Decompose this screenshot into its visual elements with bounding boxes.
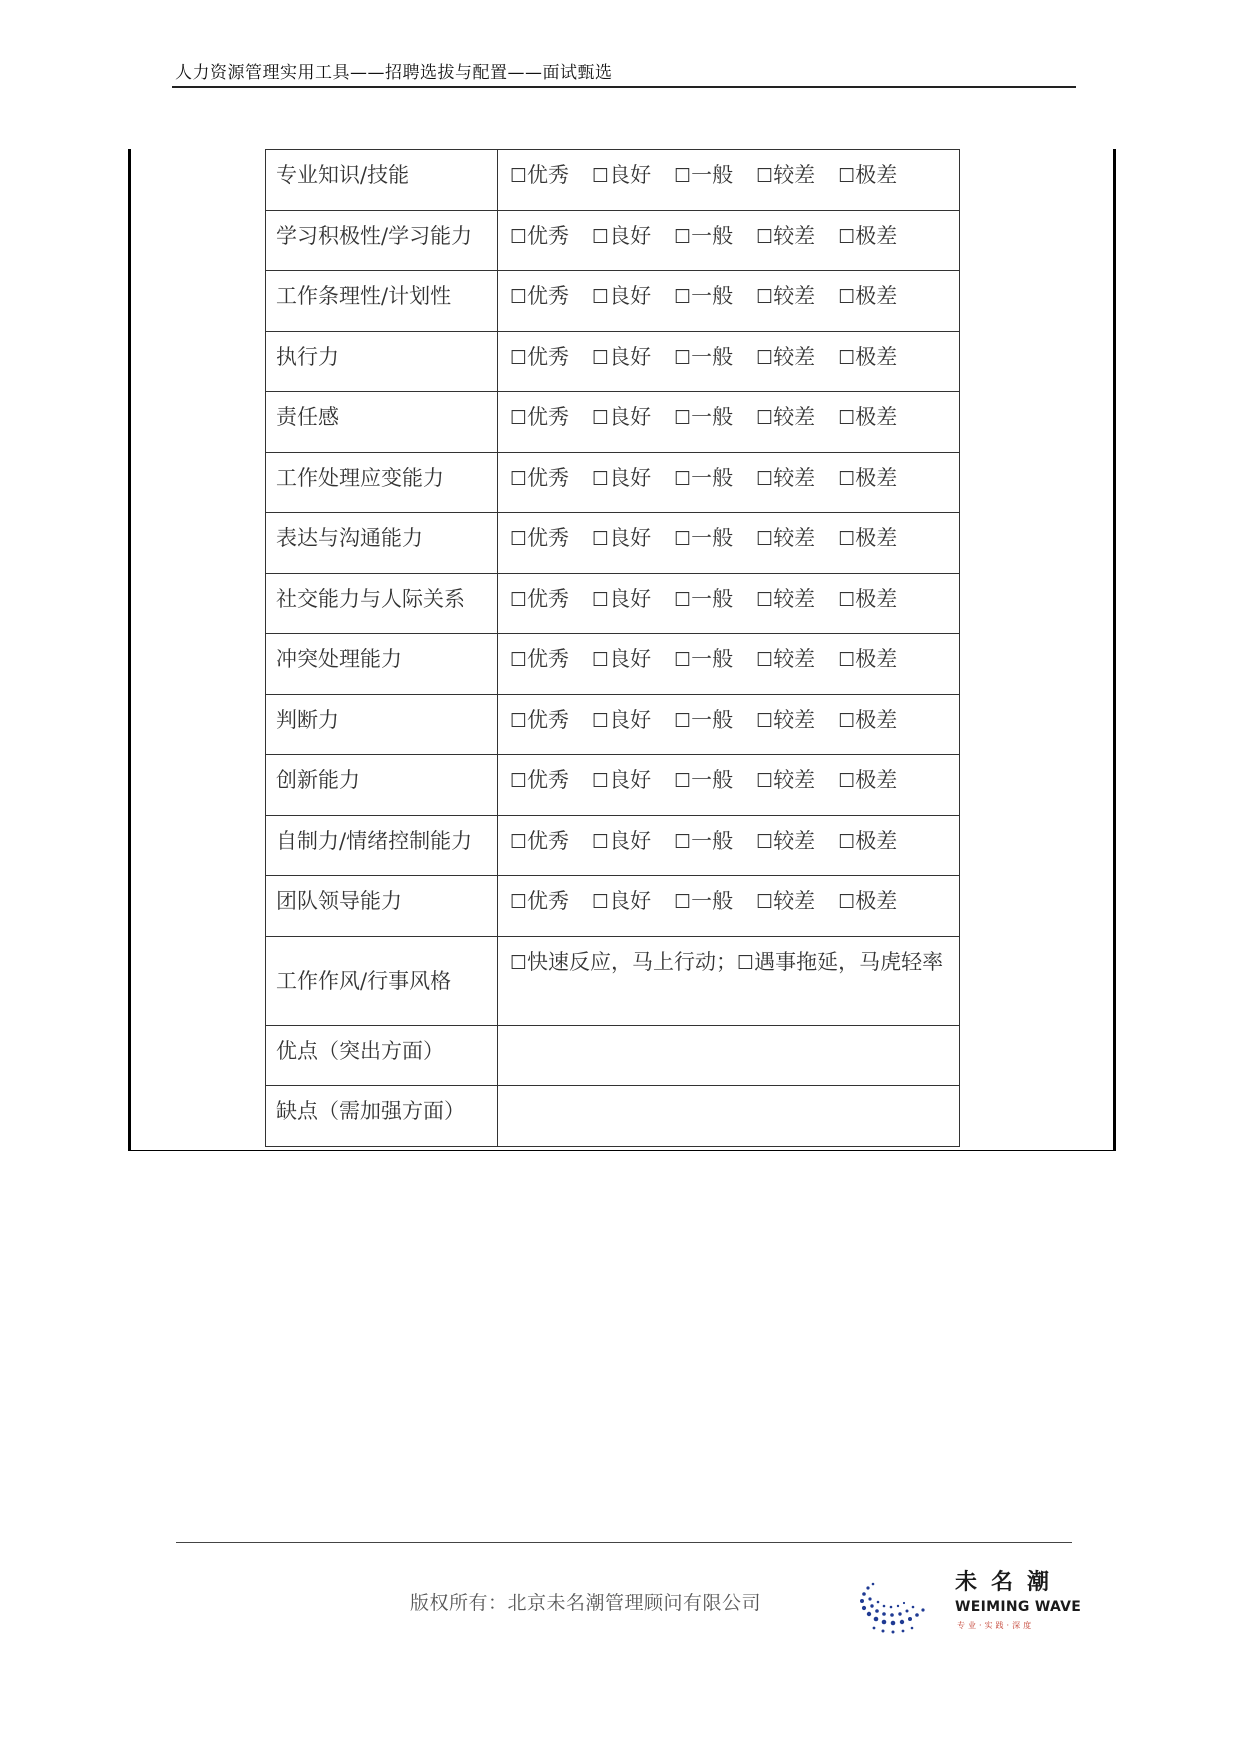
rating-option-label: 极差: [855, 284, 898, 308]
rating-option-good[interactable]: [592, 400, 651, 435]
checkbox-icon[interactable]: ☐: [592, 225, 610, 248]
rating-option-excellent[interactable]: [510, 763, 569, 798]
checkbox-icon[interactable]: ☐: [756, 830, 774, 853]
rating-option-excellent[interactable]: [510, 400, 569, 435]
rating-option-label: 优秀: [527, 223, 570, 248]
rating-option-poor[interactable]: [756, 703, 815, 738]
table-row: [266, 573, 960, 634]
rating-option-label: 极差: [855, 828, 898, 853]
checkbox-icon[interactable]: ☐: [510, 528, 528, 550]
criterion-label: 执行力: [266, 331, 498, 392]
rating-option-average[interactable]: [674, 521, 733, 556]
checkbox-icon[interactable]: ☐: [510, 649, 528, 671]
rating-option-poor[interactable]: [756, 461, 815, 496]
table-row: [266, 634, 960, 695]
checkbox-icon[interactable]: ☐: [756, 649, 774, 671]
checkbox-icon[interactable]: ☐: [510, 346, 528, 369]
rating-option-label: 极差: [855, 707, 898, 732]
rating-option-label: 优秀: [527, 526, 570, 550]
work-style-option-slow[interactable]: [737, 950, 943, 974]
rating-option-excellent[interactable]: [510, 279, 569, 314]
rating-options: [498, 331, 960, 392]
rating-option-label: 较差: [773, 163, 816, 187]
rating-options: [498, 513, 960, 574]
rating-option-poor[interactable]: [756, 582, 815, 617]
checkbox-icon[interactable]: ☐: [838, 225, 856, 248]
rating-option-label: 一般: [691, 586, 734, 611]
rating-option-poor[interactable]: [756, 824, 815, 859]
rating-option-label: 一般: [691, 707, 734, 732]
rating-option-good[interactable]: [592, 703, 651, 738]
rating-options: [498, 634, 960, 695]
criterion-label: 表达与沟通能力: [266, 513, 498, 574]
rating-option-label: 极差: [855, 768, 898, 792]
checkbox-icon[interactable]: ☐: [838, 286, 856, 308]
checkbox-icon[interactable]: ☐: [674, 346, 692, 369]
rating-option-label: 较差: [773, 405, 816, 429]
rating-option-poor[interactable]: [756, 219, 815, 254]
checkbox-icon[interactable]: ☐: [838, 709, 856, 732]
checkbox-icon[interactable]: ☐: [674, 891, 692, 913]
table-row: [266, 150, 960, 211]
work-style-option-fast[interactable]: [510, 950, 737, 974]
rating-option-average[interactable]: [674, 824, 733, 859]
checkbox-icon[interactable]: ☐: [838, 346, 856, 369]
rating-option-label: 优秀: [527, 163, 570, 187]
table-row: [266, 271, 960, 332]
checkbox-icon[interactable]: ☐: [510, 225, 528, 248]
checkbox-icon[interactable]: ☐: [737, 951, 755, 974]
table-row: [266, 210, 960, 271]
evaluation-form-frame: [128, 149, 1116, 1151]
rating-options: [498, 150, 960, 211]
checkbox-icon[interactable]: ☐: [510, 891, 528, 913]
rating-option-very-poor[interactable]: [838, 763, 897, 798]
rating-option-excellent[interactable]: [510, 158, 569, 193]
checkbox-icon[interactable]: ☐: [756, 709, 774, 732]
rating-option-poor[interactable]: [756, 158, 815, 193]
rating-option-label: 较差: [773, 586, 816, 611]
rating-option-average[interactable]: [674, 884, 733, 919]
table-row: [266, 876, 960, 937]
checkbox-icon[interactable]: ☐: [838, 830, 856, 853]
rating-options: [498, 210, 960, 271]
evaluation-table: [265, 149, 960, 1147]
rating-option-very-poor[interactable]: [838, 884, 897, 919]
rating-option-label: 较差: [773, 828, 816, 853]
copyright-text: 版权所有：北京未名潮管理顾问有限公司: [410, 1592, 762, 1614]
rating-option-average[interactable]: [674, 219, 733, 254]
table-row: [266, 694, 960, 755]
rating-option-good[interactable]: [592, 884, 651, 919]
checkbox-icon[interactable]: ☐: [838, 588, 856, 611]
checkbox-icon[interactable]: ☐: [674, 528, 692, 550]
rating-option-very-poor[interactable]: [838, 642, 897, 677]
rating-option-average[interactable]: [674, 703, 733, 738]
rating-options: [498, 392, 960, 453]
rating-option-label: 优秀: [527, 889, 570, 913]
checkbox-icon[interactable]: ☐: [592, 830, 610, 853]
criterion-label: 专业知识/技能: [266, 150, 498, 211]
rating-option-label: 良好: [609, 284, 652, 308]
checkbox-icon[interactable]: ☐: [510, 286, 528, 308]
rating-option-label: 极差: [855, 647, 898, 671]
rating-option-average[interactable]: [674, 400, 733, 435]
criterion-label: 团队领导能力: [266, 876, 498, 937]
rating-option-label: 优秀: [527, 647, 570, 671]
rating-option-poor[interactable]: [756, 642, 815, 677]
rating-option-excellent[interactable]: [510, 824, 569, 859]
rating-option-good[interactable]: [592, 279, 651, 314]
checkbox-icon[interactable]: ☐: [756, 891, 774, 913]
rating-option-very-poor[interactable]: [838, 582, 897, 617]
checkbox-icon[interactable]: ☐: [510, 467, 528, 490]
criterion-label: 创新能力: [266, 755, 498, 816]
criterion-label: 工作处理应变能力: [266, 452, 498, 513]
table-row-work-style: [266, 936, 960, 1025]
weaknesses-label: 缺点（需加强方面）: [266, 1086, 498, 1147]
rating-option-very-poor[interactable]: [838, 158, 897, 193]
rating-option-label: 一般: [691, 163, 734, 187]
criterion-label: 学习积极性/学习能力: [266, 210, 498, 271]
rating-option-very-poor[interactable]: [838, 400, 897, 435]
rating-option-label: 优秀: [527, 284, 570, 308]
rating-option-label: 极差: [855, 465, 898, 490]
rating-option-label: 较差: [773, 344, 816, 369]
rating-options: [498, 694, 960, 755]
rating-option-excellent[interactable]: [510, 582, 569, 617]
criterion-label: 责任感: [266, 392, 498, 453]
rating-option-average[interactable]: [674, 158, 733, 193]
checkbox-icon[interactable]: ☐: [756, 165, 774, 187]
rating-options: [498, 755, 960, 816]
criterion-label: 工作作风/行事风格: [266, 936, 498, 1025]
footer-divider: [176, 1542, 1072, 1543]
rating-option-label: 良好: [609, 707, 652, 732]
rating-option-very-poor[interactable]: [838, 461, 897, 496]
rating-option-good[interactable]: [592, 219, 651, 254]
checkbox-icon[interactable]: ☐: [674, 467, 692, 490]
rating-option-label: 较差: [773, 647, 816, 671]
criterion-label: 自制力/情绪控制能力: [266, 815, 498, 876]
checkbox-icon[interactable]: ☐: [756, 770, 774, 792]
rating-option-excellent[interactable]: [510, 219, 569, 254]
checkbox-icon[interactable]: ☐: [510, 709, 528, 732]
rating-option-label: 优秀: [527, 768, 570, 792]
checkbox-icon[interactable]: ☐: [592, 709, 610, 732]
rating-option-good[interactable]: [592, 824, 651, 859]
rating-option-label: 极差: [855, 405, 898, 429]
checkbox-icon[interactable]: ☐: [592, 770, 610, 792]
rating-option-average[interactable]: [674, 763, 733, 798]
rating-option-good[interactable]: [592, 461, 651, 496]
work-style-option-label: 遇事拖延，马虎轻率: [754, 949, 944, 974]
checkbox-icon[interactable]: ☐: [592, 649, 610, 671]
rating-option-label: 良好: [609, 405, 652, 429]
checkbox-icon[interactable]: ☐: [674, 830, 692, 853]
checkbox-icon[interactable]: ☐: [592, 588, 610, 611]
rating-option-label: 较差: [773, 526, 816, 550]
rating-option-label: 较差: [773, 768, 816, 792]
checkbox-icon[interactable]: ☐: [674, 770, 692, 792]
rating-option-label: 良好: [609, 647, 652, 671]
logo-chinese-name: 未名潮: [955, 1570, 1064, 1595]
criterion-label: 判断力: [266, 694, 498, 755]
rating-option-label: 优秀: [527, 405, 570, 429]
rating-option-good[interactable]: [592, 158, 651, 193]
checkbox-icon[interactable]: ☐: [756, 528, 774, 550]
rating-options: [498, 573, 960, 634]
rating-options: [498, 452, 960, 513]
checkbox-icon[interactable]: ☐: [592, 407, 610, 429]
table-row: [266, 755, 960, 816]
rating-option-very-poor[interactable]: [838, 521, 897, 556]
rating-option-label: 较差: [773, 889, 816, 913]
checkbox-icon[interactable]: ☐: [510, 588, 528, 611]
checkbox-icon[interactable]: ☐: [756, 286, 774, 308]
header-divider: [172, 86, 1076, 88]
rating-option-excellent[interactable]: [510, 340, 569, 375]
rating-option-label: 一般: [691, 647, 734, 671]
checkbox-icon[interactable]: ☐: [838, 649, 856, 671]
rating-option-label: 良好: [609, 163, 652, 187]
rating-option-label: 良好: [609, 828, 652, 853]
rating-option-excellent[interactable]: [510, 703, 569, 738]
rating-option-label: 良好: [609, 344, 652, 369]
rating-option-label: 一般: [691, 889, 734, 913]
rating-option-label: 较差: [773, 284, 816, 308]
rating-option-label: 优秀: [527, 586, 570, 611]
checkbox-icon[interactable]: ☐: [674, 286, 692, 308]
rating-option-poor[interactable]: [756, 340, 815, 375]
rating-option-very-poor[interactable]: [838, 824, 897, 859]
rating-option-label: 一般: [691, 465, 734, 490]
rating-option-label: 较差: [773, 465, 816, 490]
checkbox-icon[interactable]: ☐: [838, 528, 856, 550]
work-style-option-label: 快速反应，马上行动；: [527, 949, 738, 974]
rating-option-label: 极差: [855, 586, 898, 611]
checkbox-icon[interactable]: ☐: [674, 407, 692, 429]
rating-option-excellent[interactable]: [510, 884, 569, 919]
checkbox-icon[interactable]: ☐: [756, 225, 774, 248]
checkbox-icon[interactable]: ☐: [674, 165, 692, 187]
table-row: [266, 815, 960, 876]
checkbox-icon[interactable]: ☐: [756, 407, 774, 429]
rating-option-good[interactable]: [592, 642, 651, 677]
rating-option-label: 一般: [691, 828, 734, 853]
rating-option-label: 极差: [855, 223, 898, 248]
rating-option-good[interactable]: [592, 582, 651, 617]
checkbox-icon[interactable]: ☐: [838, 770, 856, 792]
weaknesses-input[interactable]: [498, 1086, 960, 1147]
rating-option-label: 良好: [609, 465, 652, 490]
rating-option-poor[interactable]: [756, 279, 815, 314]
rating-option-average[interactable]: [674, 279, 733, 314]
criterion-label: 社交能力与人际关系: [266, 573, 498, 634]
strengths-input[interactable]: [498, 1025, 960, 1086]
checkbox-icon[interactable]: ☐: [674, 649, 692, 671]
rating-option-label: 较差: [773, 223, 816, 248]
rating-option-label: 一般: [691, 344, 734, 369]
checkbox-icon[interactable]: ☐: [510, 407, 528, 429]
rating-option-very-poor[interactable]: [838, 219, 897, 254]
checkbox-icon[interactable]: ☐: [592, 891, 610, 913]
rating-option-label: 一般: [691, 768, 734, 792]
rating-option-label: 良好: [609, 768, 652, 792]
checkbox-icon[interactable]: ☐: [510, 830, 528, 853]
logo-english-name: WEIMING WAVE: [955, 1599, 1082, 1615]
logo-tagline: 专业·实践·深度: [957, 1621, 1035, 1630]
rating-option-very-poor[interactable]: [838, 703, 897, 738]
rating-option-average[interactable]: [674, 642, 733, 677]
rating-option-label: 优秀: [527, 465, 570, 490]
rating-option-good[interactable]: [592, 763, 651, 798]
rating-option-label: 极差: [855, 889, 898, 913]
rating-option-label: 一般: [691, 284, 734, 308]
rating-option-excellent[interactable]: [510, 642, 569, 677]
rating-option-label: 良好: [609, 889, 652, 913]
table-row: [266, 331, 960, 392]
rating-option-label: 极差: [855, 526, 898, 550]
rating-option-label: 优秀: [527, 344, 570, 369]
rating-option-poor[interactable]: [756, 400, 815, 435]
checkbox-icon[interactable]: ☐: [838, 165, 856, 187]
rating-options: [498, 876, 960, 937]
rating-option-label: 良好: [609, 586, 652, 611]
checkbox-icon[interactable]: ☐: [592, 467, 610, 490]
checkbox-icon[interactable]: ☐: [592, 286, 610, 308]
checkbox-icon[interactable]: ☐: [674, 709, 692, 732]
rating-option-very-poor[interactable]: [838, 340, 897, 375]
checkbox-icon[interactable]: ☐: [756, 467, 774, 490]
criterion-label: 工作条理性/计划性: [266, 271, 498, 332]
rating-option-excellent[interactable]: [510, 521, 569, 556]
checkbox-icon[interactable]: ☐: [592, 346, 610, 369]
checkbox-icon[interactable]: ☐: [674, 588, 692, 611]
rating-option-poor[interactable]: [756, 521, 815, 556]
checkbox-icon[interactable]: ☐: [756, 588, 774, 611]
rating-option-average[interactable]: [674, 582, 733, 617]
table-row: [266, 392, 960, 453]
rating-option-label: 一般: [691, 223, 734, 248]
rating-option-label: 较差: [773, 707, 816, 732]
rating-option-very-poor[interactable]: [838, 279, 897, 314]
rating-options: [498, 815, 960, 876]
checkbox-icon[interactable]: ☐: [674, 225, 692, 248]
checkbox-icon[interactable]: ☐: [510, 770, 528, 792]
rating-option-good[interactable]: [592, 340, 651, 375]
rating-option-label: 一般: [691, 405, 734, 429]
work-style-options: [498, 936, 960, 1025]
checkbox-icon[interactable]: ☐: [756, 346, 774, 369]
rating-option-average[interactable]: [674, 340, 733, 375]
criterion-label: 冲突处理能力: [266, 634, 498, 695]
rating-option-average[interactable]: [674, 461, 733, 496]
checkbox-icon[interactable]: ☐: [838, 467, 856, 490]
checkbox-icon[interactable]: ☐: [510, 165, 528, 187]
table-row-strengths: [266, 1025, 960, 1086]
table-row: [266, 452, 960, 513]
rating-option-label: 优秀: [527, 707, 570, 732]
rating-option-label: 极差: [855, 163, 898, 187]
strengths-label: 优点（突出方面）: [266, 1025, 498, 1086]
checkbox-icon[interactable]: ☐: [592, 528, 610, 550]
checkbox-icon[interactable]: ☐: [510, 951, 528, 974]
table-row: [266, 513, 960, 574]
rating-option-label: 良好: [609, 223, 652, 248]
rating-option-poor[interactable]: [756, 763, 815, 798]
rating-option-label: 优秀: [527, 828, 570, 853]
rating-option-good[interactable]: [592, 521, 651, 556]
rating-option-poor[interactable]: [756, 884, 815, 919]
rating-option-label: 良好: [609, 526, 652, 550]
page-header-title: 人力资源管理实用工具——招聘选拔与配置——面试甄选: [175, 63, 613, 83]
checkbox-icon[interactable]: ☐: [592, 165, 610, 187]
table-row-weaknesses: [266, 1086, 960, 1147]
rating-option-label: 极差: [855, 344, 898, 369]
checkbox-icon[interactable]: ☐: [838, 407, 856, 429]
rating-options: [498, 271, 960, 332]
checkbox-icon[interactable]: ☐: [838, 891, 856, 913]
rating-option-label: 一般: [691, 526, 734, 550]
rating-option-excellent[interactable]: [510, 461, 569, 496]
